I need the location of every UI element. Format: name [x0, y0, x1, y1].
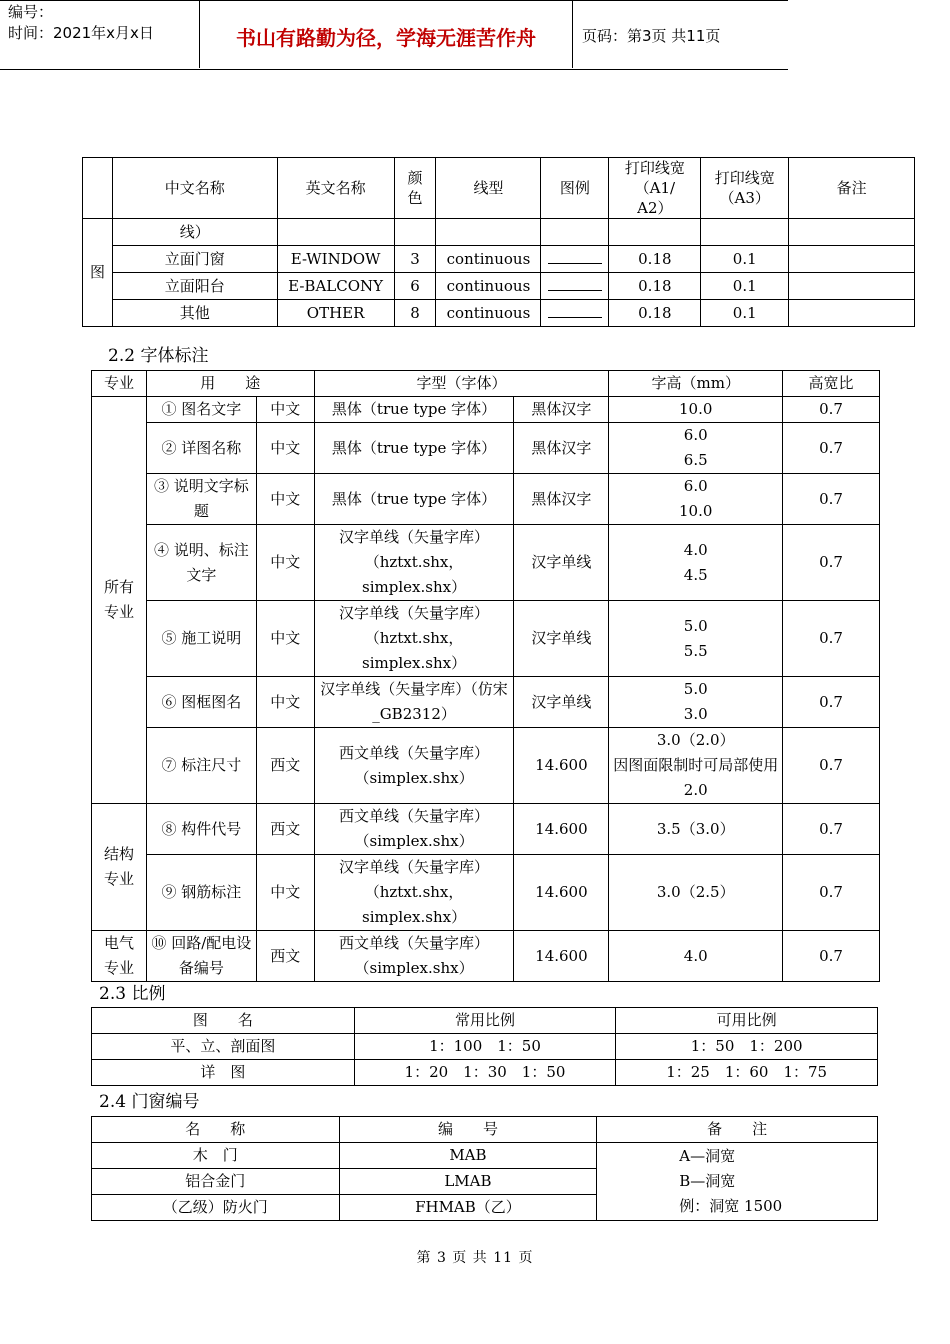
font-group-label: 所有专业 [92, 397, 147, 804]
font-cell-lang: 西文 [256, 931, 314, 982]
table-row: 详 图 1：20 1：30 1：50 1：25 1：60 1：75 [92, 1060, 878, 1086]
font-cell-font: 汉字单线（矢量字库）（hztxt.shx，simplex.shx） [314, 525, 514, 601]
font-cell-font: 黑体（true type 字体） [314, 474, 514, 525]
col-width-a3: 打印线宽 （A3） [701, 158, 789, 219]
font-cell-lang: 中文 [256, 601, 314, 677]
font-table: 专业 用 途 字型（字体） 字高（mm） 高宽比 所有专业 ① 图名文字 中文 黑体（true type 字体） 黑体汉字 10.0 0.7 ② 详图名称 中文 黑体（true type 字体） 黑体汉字 6.0 6.5 0.7 ③ 说明文字标题 中文 黑体（true type 字体） 黑体汉字 6.0 10.0 0.7 ④ 说明、标注文字 中文 汉字单线（矢量字库）（hztxt.shx，simplex.shx） 汉字单线 4.0 4.5 0.7 ⑤ 施工说明 中文 汉字单线（矢量字库）（hztxt.shx，simplex.shx） 汉字单线 5.0 5.5 0.7 ⑥ 图框图名 中文 汉字单线（矢量字库）（仿宋_GB2312） 汉字单线 5.0 3.0 0.7 ⑦ 标注尺寸 西文 西文单线（矢量字库）（simplex.shx） 14.600 3.0（2.0） 因图面限制时可局部使用2.0 0.7 结构专业 ⑧ 构件代号 西文 西文单线（矢量字库）（simplex.shx） 14.600 3.5（3.0） 0.7 ⑨ 钢筋标注 中文 汉字单线（矢量字库）（hztxt.shx，simplex.shx） 14.600 3.0（2.5） 0.7 电气专业 ⑩ 回路/配电设备编号 西文 西文单线（矢量字库）（simplex.shx） 14.600 4.0 0.7 [91, 370, 880, 982]
blank-header-cell [83, 158, 113, 219]
table-row: 木 门 MAB A—洞宽 B—洞宽 例：洞宽 1500 [92, 1143, 878, 1169]
font-cell-use: ③ 说明文字标题 [146, 474, 256, 525]
font-cell-font2: 14.600 [514, 728, 609, 804]
font-cell-height: 5.0 3.0 [609, 677, 783, 728]
table-row: （乙级）防火门 FHMAB（乙） [92, 1195, 878, 1221]
section-title-fonts: 2.2 字体标注 [108, 346, 209, 366]
layer-row-cn: 线） [112, 219, 277, 246]
font-group-label: 结构专业 [92, 804, 147, 931]
table-row: 铝合金门 LMAB [92, 1169, 878, 1195]
page-header [0, 0, 788, 70]
font-cell-ratio: 0.7 [783, 474, 880, 525]
font-cell-use: ⑧ 构件代号 [146, 804, 256, 855]
number-label: 编号： [8, 3, 54, 21]
table-row [92, 397, 880, 423]
font-cell-ratio: 0.7 [783, 601, 880, 677]
font-cell-height: 3.0（2.0） 因图面限制时可局部使用2.0 [609, 728, 783, 804]
layer-side-label: 图 [83, 219, 113, 327]
font-cell-font: 汉字单线（矢量字库）（hztxt.shx，simplex.shx） [314, 601, 514, 677]
col-en-name: 英文名称 [277, 158, 394, 219]
table-row [92, 804, 880, 855]
font-cell-font: 黑体（true type 字体） [314, 397, 514, 423]
scale-table: 图 名 常用比例 可用比例 平、立、剖面图 1：100 1：50 1：50 1：200 详 图 1：20 1：30 1：50 1：25 1：60 1：75 [91, 1007, 878, 1086]
font-cell-lang: 中文 [256, 474, 314, 525]
door-table: 名 称 编 号 备 注 木 门 MAB A—洞宽 B—洞宽 例：洞宽 1500 铝合金门 LMAB （乙级）防火门 FHMAB（乙） [91, 1116, 878, 1221]
font-cell-lang: 西文 [256, 728, 314, 804]
time-label: 时间：2021年x月x日 [8, 24, 154, 42]
table-row [92, 423, 880, 474]
font-cell-font2: 黑体汉字 [514, 397, 609, 423]
font-cell-lang: 中文 [256, 423, 314, 474]
font-cell-use: ① 图名文字 [146, 397, 256, 423]
font-cell-lang: 中文 [256, 525, 314, 601]
font-cell-font2: 汉字单线 [514, 525, 609, 601]
font-cell-font2: 黑体汉字 [514, 474, 609, 525]
table-row [92, 525, 880, 601]
layer-table [82, 157, 915, 327]
font-cell-lang: 西文 [256, 804, 314, 855]
page-footer: 第 3 页 共 11 页 [416, 1250, 534, 1266]
font-cell-font2: 14.600 [514, 855, 609, 931]
font-cell-ratio: 0.7 [783, 931, 880, 982]
table-row: 立面门窗 E-WINDOW 3 continuous 0.18 0.1 [83, 246, 915, 273]
table-row: 立面阳台 E-BALCONY 6 continuous 0.18 0.1 [83, 273, 915, 300]
font-cell-ratio: 0.7 [783, 677, 880, 728]
line-sample [541, 273, 609, 300]
section-title-doors: 2.4 门窗编号 [99, 1092, 200, 1112]
line-sample [541, 246, 609, 273]
font-cell-font2: 汉字单线 [514, 601, 609, 677]
font-cell-use: ② 详图名称 [146, 423, 256, 474]
font-cell-height: 10.0 [609, 397, 783, 423]
font-cell-font: 西文单线（矢量字库）（simplex.shx） [314, 931, 514, 982]
font-cell-height: 4.0 4.5 [609, 525, 783, 601]
font-cell-height: 5.0 5.5 [609, 601, 783, 677]
font-cell-font2: 14.600 [514, 931, 609, 982]
col-width-a1: 打印线宽 （A1/ A2） [609, 158, 701, 219]
section-title-scale: 2.3 比例 [99, 984, 166, 1004]
col-cn-name: 中文名称 [112, 158, 277, 219]
font-cell-ratio: 0.7 [783, 728, 880, 804]
header-page-label: 页码：第3页 共11页 [582, 27, 721, 45]
col-linetype: 线型 [436, 158, 541, 219]
col-legend: 图例 [541, 158, 609, 219]
font-cell-lang: 中文 [256, 397, 314, 423]
font-cell-use: ⑥ 图框图名 [146, 677, 256, 728]
line-sample [541, 300, 609, 327]
font-cell-height: 6.0 10.0 [609, 474, 783, 525]
font-cell-height: 6.0 6.5 [609, 423, 783, 474]
font-cell-font2: 汉字单线 [514, 677, 609, 728]
col-note: 备注 [789, 158, 915, 219]
font-cell-height: 4.0 [609, 931, 783, 982]
header-motto: 书山有路勤为径，学海无涯苦作舟 [236, 26, 536, 50]
font-cell-font: 汉字单线（矢量字库）（hztxt.shx，simplex.shx） [314, 855, 514, 931]
font-cell-font: 汉字单线（矢量字库）（仿宋_GB2312） [314, 677, 514, 728]
font-cell-ratio: 0.7 [783, 423, 880, 474]
font-cell-font: 西文单线（矢量字库）（simplex.shx） [314, 728, 514, 804]
font-cell-ratio: 0.7 [783, 397, 880, 423]
header-meta [8, 2, 154, 44]
font-cell-use: ⑦ 标注尺寸 [146, 728, 256, 804]
font-cell-use: ④ 说明、标注文字 [146, 525, 256, 601]
font-cell-ratio: 0.7 [783, 804, 880, 855]
font-cell-lang: 中文 [256, 677, 314, 728]
font-cell-font2: 14.600 [514, 804, 609, 855]
font-cell-font: 西文单线（矢量字库）（simplex.shx） [314, 804, 514, 855]
door-note: A—洞宽 B—洞宽 例：洞宽 1500 [597, 1143, 878, 1221]
table-row [92, 474, 880, 525]
font-cell-ratio: 0.7 [783, 525, 880, 601]
font-cell-font2: 黑体汉字 [514, 423, 609, 474]
col-color: 颜 色 [394, 158, 436, 219]
table-row: 平、立、剖面图 1：100 1：50 1：50 1：200 [92, 1034, 878, 1060]
font-cell-height: 3.0（2.5） [609, 855, 783, 931]
font-cell-use: ⑨ 钢筋标注 [146, 855, 256, 931]
font-cell-height: 3.5（3.0） [609, 804, 783, 855]
table-row [92, 601, 880, 677]
font-cell-lang: 中文 [256, 855, 314, 931]
table-row [92, 931, 880, 982]
table-row [92, 728, 880, 804]
font-cell-use: ⑩ 回路/配电设备编号 [146, 931, 256, 982]
table-row: 其他 OTHER 8 continuous 0.18 0.1 [83, 300, 915, 327]
font-group-label: 电气专业 [92, 931, 147, 982]
font-cell-ratio: 0.7 [783, 855, 880, 931]
font-cell-use: ⑤ 施工说明 [146, 601, 256, 677]
table-row [92, 677, 880, 728]
table-row [92, 855, 880, 931]
font-cell-font: 黑体（true type 字体） [314, 423, 514, 474]
